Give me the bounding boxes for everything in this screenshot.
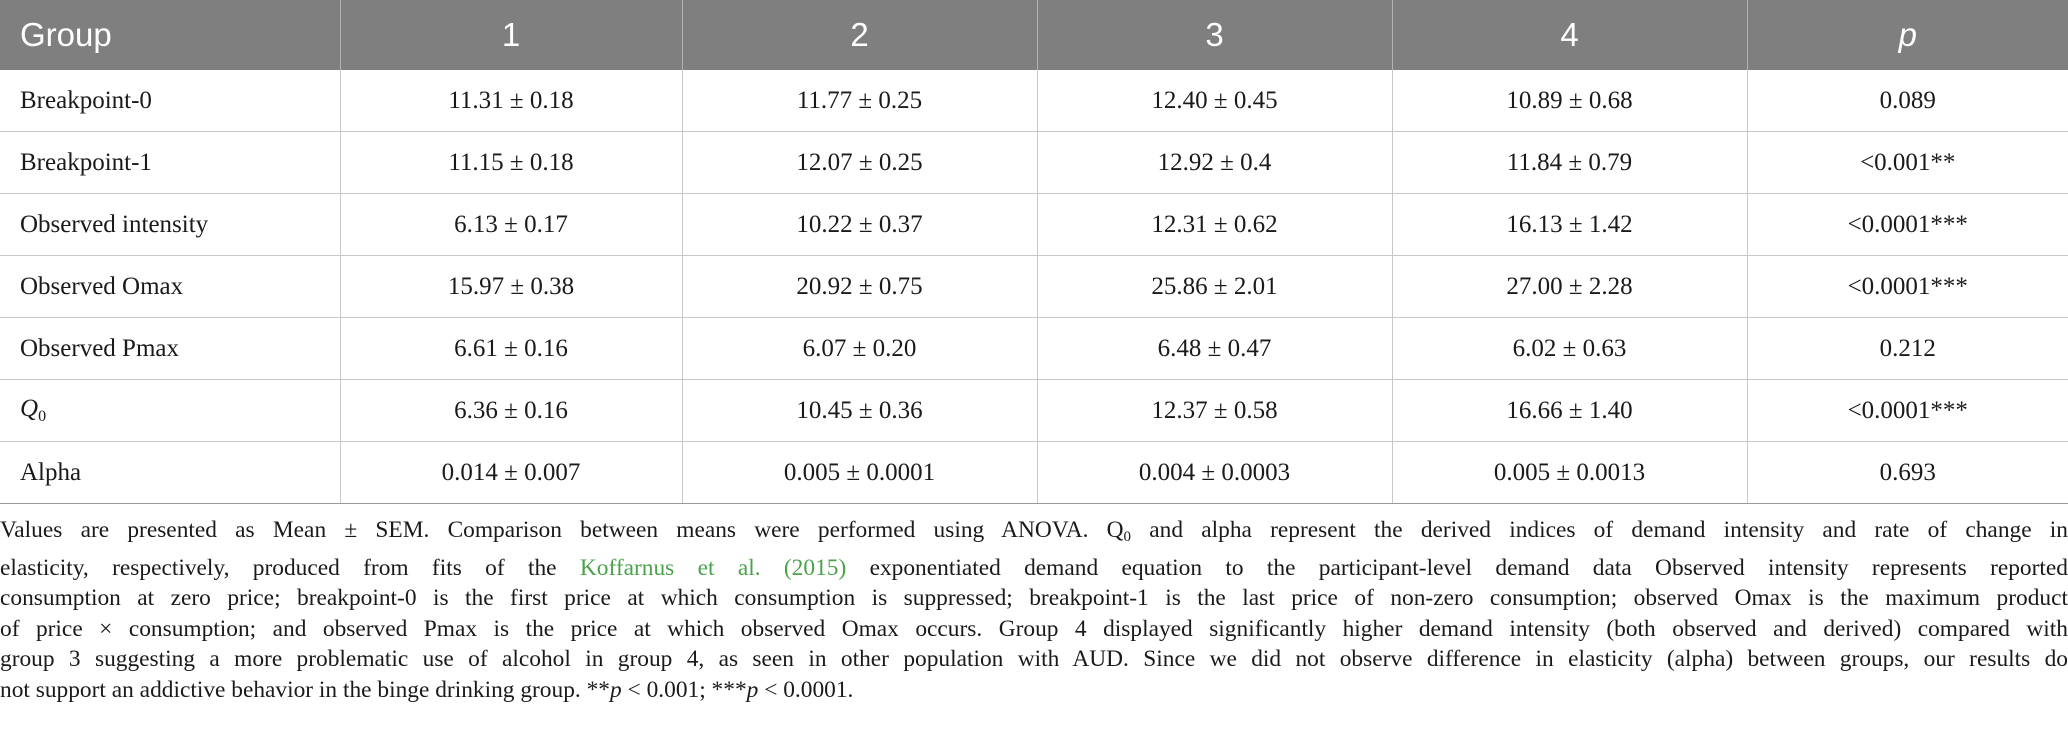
- footnote-text: and alpha represent the derived indices of demand intensity and rate of change in: [1131, 517, 2068, 543]
- table-cell: 0.005 ± 0.0001: [682, 442, 1037, 504]
- footnote-text: < 0.0001.: [758, 676, 854, 703]
- table-footnote: [0, 515, 2068, 706]
- table-row: [0, 70, 2068, 132]
- p-value-cell: <0.001**: [1747, 132, 2068, 194]
- citation-link[interactable]: Koffarnus et al. (2015): [579, 554, 847, 581]
- footnote-italic-p: p: [746, 676, 759, 703]
- footnote-text: not support an addictive behavior in the binge drinking group. **: [0, 676, 610, 703]
- footnote-line: group 3 suggesting a more problematic use of alcohol in group 4, as seen in other population with AUD. Since we did not observe difference in elasticity (alpha) between groups, our results do: [0, 646, 2068, 673]
- table-cell: 0.005 ± 0.0013: [1392, 442, 1747, 504]
- footnote-line: [0, 553, 2068, 584]
- table-cell: 11.77 ± 0.25: [682, 70, 1037, 132]
- table-cell: 6.36 ± 0.16: [340, 380, 682, 442]
- row-label: Observed intensity: [0, 194, 340, 256]
- table-cell: 12.31 ± 0.62: [1037, 194, 1392, 256]
- table-row: [0, 380, 2068, 442]
- table-cell: 0.014 ± 0.007: [340, 442, 682, 504]
- table-cell: 6.07 ± 0.20: [682, 318, 1037, 380]
- footnote-text: < 0.001; ***: [621, 676, 747, 703]
- table-row: [0, 194, 2068, 256]
- header-p-value: p: [1747, 0, 2068, 70]
- table-cell: 11.31 ± 0.18: [340, 70, 682, 132]
- row-label: [0, 380, 340, 442]
- table-row: [0, 132, 2068, 194]
- table-cell: 25.86 ± 2.01: [1037, 256, 1392, 318]
- header-group-2: 2: [682, 0, 1037, 70]
- row-label: Alpha: [0, 442, 340, 504]
- table-cell: 12.37 ± 0.58: [1037, 380, 1392, 442]
- footnote-italic-p: p: [609, 676, 622, 703]
- header-group-4: 4: [1392, 0, 1747, 70]
- p-value-cell: <0.0001***: [1747, 194, 2068, 256]
- row-label-symbol: Q: [20, 395, 39, 422]
- table-cell: 11.15 ± 0.18: [340, 132, 682, 194]
- table-cell: 10.89 ± 0.68: [1392, 70, 1747, 132]
- footnote-subscript: 0: [1123, 529, 1132, 545]
- header-group-3: 3: [1037, 0, 1392, 70]
- p-value-cell: <0.0001***: [1747, 380, 2068, 442]
- table-cell: 15.97 ± 0.38: [340, 256, 682, 318]
- table-row: [0, 318, 2068, 380]
- footnote-line: [0, 675, 2068, 706]
- p-value-cell: 0.089: [1747, 70, 2068, 132]
- header-group-1: 1: [340, 0, 682, 70]
- footnote-line: consumption at zero price; breakpoint-0 is the first price at which consumption is suppressed; breakpoint-1 is the last price of non-zero consumption; observed Omax is the maximum product: [0, 585, 2068, 612]
- row-label: Observed Pmax: [0, 318, 340, 380]
- footnote-text: exponentiated demand equation to the participant-level demand data Observed intensity represents reported: [846, 554, 2068, 581]
- header-group: Group: [0, 0, 340, 70]
- table-cell: 20.92 ± 0.75: [682, 256, 1037, 318]
- footnote-line: [0, 515, 2068, 553]
- row-label: Breakpoint-0: [0, 70, 340, 132]
- row-label: Breakpoint-1: [0, 132, 340, 194]
- table-cell: 11.84 ± 0.79: [1392, 132, 1747, 194]
- p-value-cell: <0.0001***: [1747, 256, 2068, 318]
- table-header: [0, 0, 2068, 70]
- table-cell: 6.02 ± 0.63: [1392, 318, 1747, 380]
- table-cell: 16.66 ± 1.40: [1392, 380, 1747, 442]
- footnote-text: Values are presented as Mean ± SEM. Comparison between means were performed using ANOVA. Q: [0, 517, 1124, 543]
- table-body: [0, 70, 2068, 504]
- p-value-cell: 0.693: [1747, 442, 2068, 504]
- footnote-text: elasticity, respectively, produced from fits of the: [0, 554, 580, 581]
- table-cell: 12.07 ± 0.25: [682, 132, 1037, 194]
- table-cell: 16.13 ± 1.42: [1392, 194, 1747, 256]
- table-cell: 12.40 ± 0.45: [1037, 70, 1392, 132]
- table-cell: 6.48 ± 0.47: [1037, 318, 1392, 380]
- table-row: [0, 256, 2068, 318]
- table-cell: 6.61 ± 0.16: [340, 318, 682, 380]
- row-label-subscript: 0: [38, 408, 47, 425]
- table-cell: 27.00 ± 2.28: [1392, 256, 1747, 318]
- row-label: Observed Omax: [0, 256, 340, 318]
- table-cell: 10.45 ± 0.36: [682, 380, 1037, 442]
- footnote-line: of price × consumption; and observed Pmax is the price at which observed Omax occurs. Group 4 displayed significantly higher demand intensity (both observed and derived) compared with: [0, 615, 2068, 642]
- table-row: [0, 442, 2068, 504]
- header-row: [0, 0, 2068, 70]
- table-cell: 10.22 ± 0.37: [682, 194, 1037, 256]
- table-cell: 12.92 ± 0.4: [1037, 132, 1392, 194]
- table-cell: 6.13 ± 0.17: [340, 194, 682, 256]
- table-cell: 0.004 ± 0.0003: [1037, 442, 1392, 504]
- p-value-cell: 0.212: [1747, 318, 2068, 380]
